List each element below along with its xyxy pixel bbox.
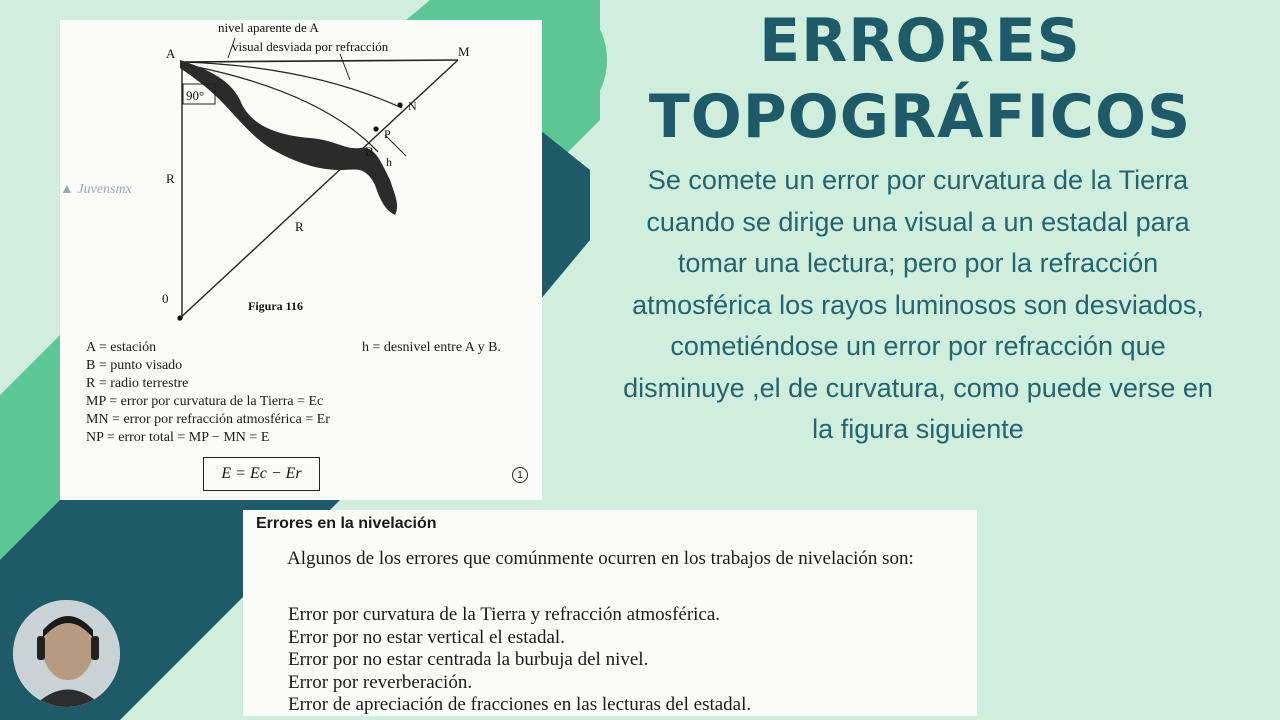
terrain-surface — [180, 60, 397, 215]
figure-card — [60, 20, 542, 500]
label-point-B: B — [365, 144, 374, 159]
label-nivel-aparente: nivel aparente de A — [218, 20, 319, 35]
slide-title-line2: TOPOGRÁFICOS — [648, 82, 1192, 152]
error-list — [288, 604, 751, 716]
label-point-A: A — [166, 46, 176, 61]
label-90-degrees: 90° — [186, 88, 205, 103]
legend-desnivel: h = desnivel entre A y B. — [362, 340, 501, 355]
slide-body-text: Se comete un error por curvatura de la Tierra cuando se dirige una visual a un estadal para tomar una lectura; pero por la refracción atmosférica los rayos luminosos son desviados, cometiéndose un error por refracción que disminuye ,el de curvatura, como puede verse en la figura siguiente — [623, 165, 1213, 444]
list-item: Error de apreciación de fracciones en las lecturas del estadal. — [288, 694, 752, 715]
legend-line-1: A = estación — [86, 340, 157, 355]
apparent-level-line — [182, 60, 458, 62]
point-N-dot — [397, 102, 402, 107]
point-O-dot — [177, 315, 182, 320]
legend-line-3: R = radio terrestre — [86, 376, 189, 391]
nivelacion-text-card — [243, 510, 977, 716]
label-point-O: 0 — [162, 291, 169, 306]
intro-paragraph: Algunos de los errores que comúnmente ocurren en los trabajos de nivelación son: — [287, 548, 914, 569]
slide-title-line1: ERRORES — [759, 6, 1081, 76]
watermark-logo: ▲ Juvensmx — [60, 182, 132, 197]
legend-line-5: MN = error por refracción atmosférica = Er — [86, 412, 330, 427]
equation-number: 1 — [512, 467, 528, 483]
label-point-N: N — [408, 99, 417, 113]
label-h: h — [386, 155, 392, 169]
annotation-arrow-visual — [340, 54, 350, 80]
watermark-icon: ▲ — [60, 182, 74, 197]
formula-box: E = Ec − Er — [203, 457, 320, 491]
list-item: Error por no estar vertical el estadal. — [288, 626, 565, 648]
legend-line-4: MP = error por curvatura de la Tierra = Ec — [86, 394, 324, 409]
label-R-vertical: R — [166, 171, 175, 186]
curvature-diagram — [60, 20, 542, 500]
webcam-avatar — [13, 600, 120, 707]
legend-line-6: NP = error total = MP − MN = E — [86, 430, 270, 445]
label-point-P: P — [384, 127, 391, 141]
list-item: Error por reverberación. — [288, 671, 473, 693]
list-item: Error por curvatura de la Tierra y refracción atmosférica. — [288, 604, 721, 625]
section-heading: Errores en la nivelación — [256, 515, 437, 532]
label-visual-desviada: visual desviada por refracción — [232, 39, 389, 54]
list-item: Error por no estar centrada la burbuja del nivel. — [288, 649, 649, 670]
presenter-icon — [13, 600, 120, 707]
figure-caption: Figura 116 — [248, 299, 304, 313]
label-point-M: M — [458, 44, 470, 59]
label-R-diagonal: R — [295, 219, 304, 234]
point-P-dot — [373, 126, 378, 131]
legend-line-2: B = punto visado — [86, 358, 183, 373]
